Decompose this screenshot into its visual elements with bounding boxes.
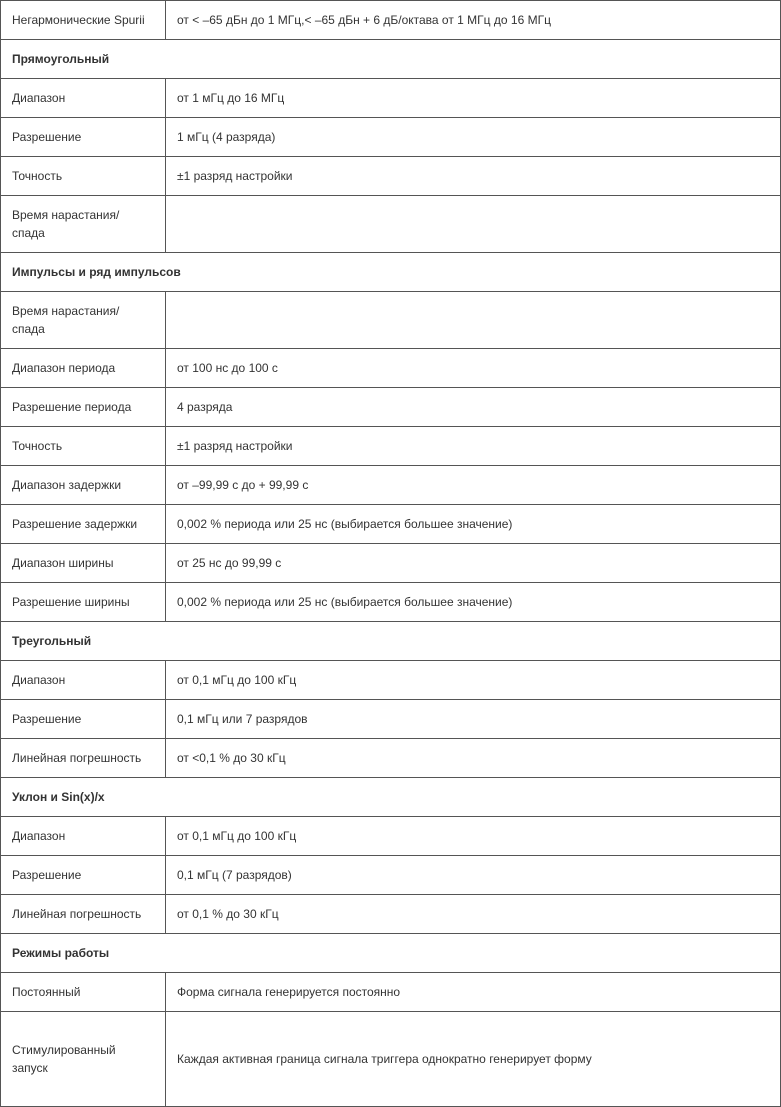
param-value: 0,1 мГц или 7 разрядов xyxy=(166,700,781,739)
param-value: от 100 нс до 100 с xyxy=(166,349,781,388)
param-value: 0,002 % периода или 25 нс (выбирается большее значение) xyxy=(166,583,781,622)
param-label: Диапазон xyxy=(1,661,166,700)
section-heading: Импульсы и ряд импульсов xyxy=(1,253,781,292)
section-row xyxy=(1,253,781,292)
param-label: Линейная погрешность xyxy=(1,739,166,778)
param-label: Время нарастания/ спада xyxy=(1,196,166,253)
table-row xyxy=(1,196,781,253)
param-value: ±1 разряд настройки xyxy=(166,427,781,466)
table-row xyxy=(1,349,781,388)
param-value xyxy=(166,292,781,349)
param-label: Точность xyxy=(1,427,166,466)
param-label: Точность xyxy=(1,157,166,196)
table-row xyxy=(1,817,781,856)
param-value: 0,002 % периода или 25 нс (выбирается большее значение) xyxy=(166,505,781,544)
section-row xyxy=(1,934,781,973)
param-value: 1 мГц (4 разряда) xyxy=(166,118,781,157)
table-row xyxy=(1,1,781,40)
table-row xyxy=(1,466,781,505)
section-heading: Треугольный xyxy=(1,622,781,661)
param-value: от –99,99 с до + 99,99 с xyxy=(166,466,781,505)
section-heading: Режимы работы xyxy=(1,934,781,973)
param-label: Разрешение периода xyxy=(1,388,166,427)
table-row xyxy=(1,661,781,700)
table-row xyxy=(1,700,781,739)
table-row xyxy=(1,973,781,1012)
param-label: Разрешение xyxy=(1,700,166,739)
param-value: ±1 разряд настройки xyxy=(166,157,781,196)
param-label: Разрешение ширины xyxy=(1,583,166,622)
param-label: Постоянный xyxy=(1,973,166,1012)
table-row xyxy=(1,583,781,622)
param-value: Каждая активная граница сигнала триггера однократно генерирует форму xyxy=(166,1012,781,1107)
param-label: Время нарастания/ спада xyxy=(1,292,166,349)
table-row xyxy=(1,856,781,895)
param-value: от 1 мГц до 16 МГц xyxy=(166,79,781,118)
param-value: от < –65 дБн до 1 МГц,< –65 дБн + 6 дБ/октава от 1 МГц до 16 МГц xyxy=(166,1,781,40)
table-row xyxy=(1,118,781,157)
param-value: от 0,1 % до 30 кГц xyxy=(166,895,781,934)
table-row xyxy=(1,388,781,427)
param-value: 4 разряда xyxy=(166,388,781,427)
param-label: Негармонические Spurii xyxy=(1,1,166,40)
param-label: Разрешение xyxy=(1,118,166,157)
param-value: от 0,1 мГц до 100 кГц xyxy=(166,817,781,856)
table-row xyxy=(1,79,781,118)
param-label: Разрешение задержки xyxy=(1,505,166,544)
section-row xyxy=(1,622,781,661)
param-label: Стимулированный запуск xyxy=(1,1012,166,1107)
table-row xyxy=(1,895,781,934)
table-row xyxy=(1,1012,781,1107)
param-value: от 0,1 мГц до 100 кГц xyxy=(166,661,781,700)
param-label: Диапазон xyxy=(1,79,166,118)
param-value: Форма сигнала генерируется постоянно xyxy=(166,973,781,1012)
param-value xyxy=(166,196,781,253)
table-row xyxy=(1,157,781,196)
table-row xyxy=(1,739,781,778)
param-label: Диапазон периода xyxy=(1,349,166,388)
section-heading: Уклон и Sin(x)/x xyxy=(1,778,781,817)
table-row xyxy=(1,292,781,349)
param-label: Диапазон задержки xyxy=(1,466,166,505)
param-label: Диапазон ширины xyxy=(1,544,166,583)
table-row xyxy=(1,544,781,583)
table-row xyxy=(1,505,781,544)
param-value: от 25 нс до 99,99 с xyxy=(166,544,781,583)
param-label: Линейная погрешность xyxy=(1,895,166,934)
param-value: от <0,1 % до 30 кГц xyxy=(166,739,781,778)
param-value: 0,1 мГц (7 разрядов) xyxy=(166,856,781,895)
param-label: Разрешение xyxy=(1,856,166,895)
section-row xyxy=(1,40,781,79)
param-label: Диапазон xyxy=(1,817,166,856)
table-row xyxy=(1,427,781,466)
section-heading: Прямоугольный xyxy=(1,40,781,79)
section-row xyxy=(1,778,781,817)
